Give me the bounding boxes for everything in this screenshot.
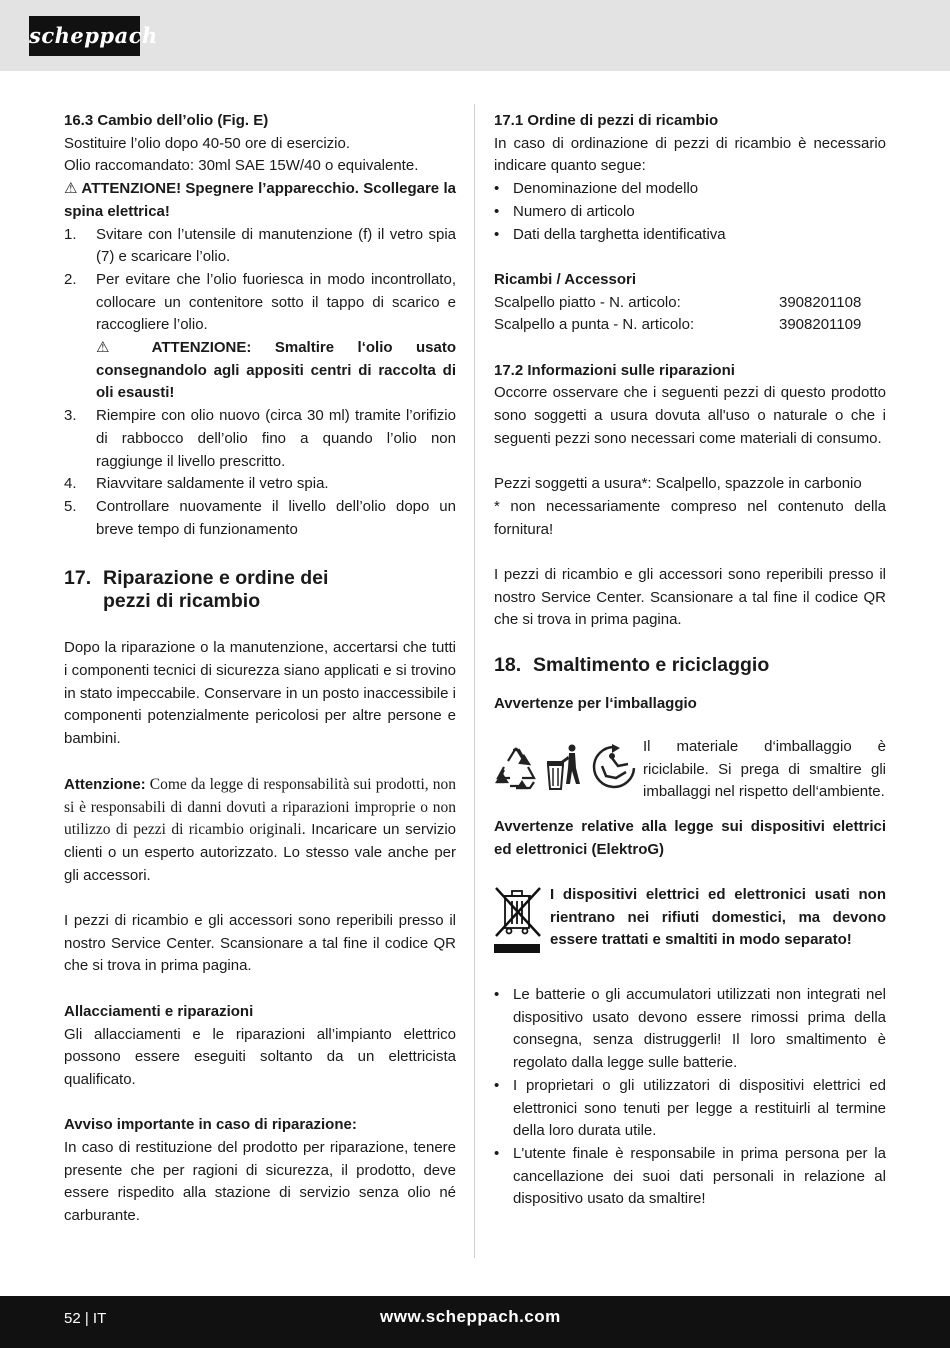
wear-parts-list: Pezzi soggetti a usura*: Scalpello, spazzole in carbonio bbox=[494, 475, 862, 493]
parts-accessories-title: Ricambi / Accessori bbox=[494, 270, 637, 288]
section-17-1-title: 17.1 Ordine di pezzi di ricambio bbox=[494, 112, 719, 129]
section-17-2-title: 17.2 Informazioni sulle riparazioni bbox=[494, 361, 735, 379]
packaging-icons bbox=[494, 736, 643, 804]
weee-crossed-bin-icon bbox=[494, 884, 550, 976]
connections-paragraph: Gli allacciamenti e le riparazioni all’impianto elettrico possono essere eseguiti soltanto da un elettricista qualificato. bbox=[64, 1025, 456, 1088]
service-center-paragraph: I pezzi di ricambio e gli accessori sono reperibili presso il nostro Service Center. Scansionare a tal fine il codice QR che si trova in prima pagina. bbox=[494, 566, 886, 629]
warning-used-oil: ⚠ ATTENZIONE: Smaltire l‘olio usato consegnandolo agli appositi centri di raccolta di oli esausti! bbox=[96, 339, 456, 402]
oil-change-steps bbox=[64, 224, 456, 542]
table-row: Scalpello a punta - N. articolo: 3908201109 bbox=[494, 316, 862, 334]
weee-notice bbox=[494, 884, 886, 976]
warning-unplug: ⚠ ATTENZIONE! Spegnere l’apparecchio. Scollegare la spina elettrica! bbox=[64, 180, 456, 220]
spare-parts-paragraph: I pezzi di ricambio e gli accessori sono reperibili presso il nostro Service Center. Scansionare a tal fine il codice QR che si trova in prima pagina. bbox=[64, 912, 456, 975]
section-16-3-title: 16.3 Cambio dell’olio (Fig. E) bbox=[64, 112, 269, 129]
list-item: 1. Svitare con l’utensile di manutenzione (f) il vetro spia (7) e scaricare l’olio. bbox=[64, 225, 456, 266]
scheppach-logo: scheppach bbox=[29, 16, 140, 56]
wear-parts-paragraph: Occorre osservare che i seguenti pezzi di questo prodotto sono soggetti a usura dovuta all'uso o naturale o che i seguenti pezzi sono necessari come materiali di consumo. bbox=[494, 384, 886, 447]
list-item: • Denominazione del modello bbox=[494, 180, 699, 198]
recycling-icon bbox=[497, 748, 534, 788]
list-item: • Le batterie o gli accumulatori utilizzati non integrati nel dispositivo usato devono essere rimossi prima della consegna, senza distruggerli! Il loro smaltimento è regolato dalla legge sulle batterie. bbox=[494, 986, 886, 1072]
weee-title: Avvertenze relative alla legge sui dispositivi elettrici ed elettronici (ElektroG) bbox=[494, 817, 886, 858]
left-column bbox=[64, 110, 456, 1228]
wear-parts-note: * non necessariamente compreso nel contenuto della fornitura! bbox=[494, 497, 886, 538]
page-number: 52 | IT bbox=[64, 1310, 107, 1327]
list-item: 5. Controllare nuovamente il livello dell’olio dopo un breve tempo di funzionamento bbox=[64, 497, 456, 538]
order-info-list bbox=[494, 178, 886, 246]
repair-notice-title: Avviso importante in caso di riparazione: bbox=[64, 1116, 357, 1134]
list-item bbox=[64, 337, 456, 405]
recycle-hand-icon bbox=[594, 744, 634, 787]
repair-notice-paragraph: In caso di restituzione del prodotto per riparazione, tenere presente che per ragioni di sicurezza, il prodotto, deve essere rispedito alla stazione di servizio senza olio né carburante. bbox=[64, 1139, 456, 1225]
weee-list bbox=[494, 984, 886, 1211]
packaging-title: Avvertenze per l‘imballaggio bbox=[494, 695, 697, 713]
packaging-notice bbox=[494, 736, 886, 804]
repair-safety-paragraph: Dopo la riparazione o la manutenzione, accertarsi che tutti i componenti tecnici di sicurezza siano applicati e si trovino in stato impeccabile. Conservare in un posto inaccessibile i componenti potenzialmente pericolosi per altre persone e bambini. bbox=[64, 639, 456, 748]
section-18-heading: 18. Smaltimento e riciclaggio bbox=[494, 654, 770, 677]
list-item: • Dati della targhetta identificativa bbox=[494, 225, 726, 243]
right-column bbox=[494, 110, 886, 1211]
page-header bbox=[0, 0, 950, 71]
list-item: 2. Per evitare che l’olio fuoriesca in modo incontrollato, collocare un contenitore sotto il tappo di scarico e raccogliere l’olio. bbox=[64, 270, 456, 334]
order-info-paragraph: In caso di ordinazione di pezzi di ricambio è necessario indicare quanto segue: bbox=[494, 134, 886, 175]
packaging-paragraph: Il materiale d‘imballaggio è riciclabile. Si prega di smaltire gli imballaggi nel rispetto dell‘ambiente. bbox=[643, 737, 886, 801]
section-17-heading: 17. Riparazione e ordine dei pezzi di ricambio bbox=[64, 567, 329, 613]
list-item: 3. Riempire con olio nuovo (circa 30 ml) tramite l’orifizio di rabbocco dell’olio fino a quando l’olio non raggiunge il livello prescritto. bbox=[64, 407, 456, 470]
oil-change-interval: Sostituire l’olio dopo 40-50 ore di esercizio. bbox=[64, 134, 350, 152]
liability-paragraph: Attenzione: Come da legge di responsabilità sui prodotti, non si è responsabili di danni dovuti a riparazioni improprie o non utilizzo di pezzi di ricambio originali. Incaricare un servizio clienti o un esperto autorizzato. Lo stesso vale anche per gli accessori. bbox=[64, 775, 456, 884]
list-item: 4. Riavvitare saldamente il vetro spia. bbox=[64, 475, 329, 493]
connections-title: Allacciamenti e riparazioni bbox=[64, 1002, 254, 1020]
list-item: • I proprietari o gli utilizzatori di dispositivi elettrici ed elettronici sono tenuti per legge a restituirli al termine della loro durata utile. bbox=[494, 1076, 886, 1140]
table-row: Scalpello piatto - N. articolo: 3908201108 bbox=[494, 293, 862, 311]
website-link[interactable]: www.scheppach.com bbox=[380, 1307, 561, 1326]
list-item: • L'utente finale è responsabile in prima persona per la cancellazione dei suoi dati personali in relazione al dispositivo usato da smaltire! bbox=[494, 1144, 886, 1208]
column-divider bbox=[474, 104, 475, 1258]
trash-person-icon bbox=[547, 744, 580, 789]
page-footer bbox=[0, 1296, 950, 1348]
weee-bold-statement: I dispositivi elettrici ed elettronici usati non rientrano nei rifiuti domestici, ma devono essere trattati e smaltiti in modo separato! bbox=[550, 886, 886, 949]
oil-recommendation: Olio raccomandato: 30ml SAE 15W/40 o equivalente. bbox=[64, 157, 419, 175]
list-item: • Numero di articolo bbox=[494, 202, 635, 220]
